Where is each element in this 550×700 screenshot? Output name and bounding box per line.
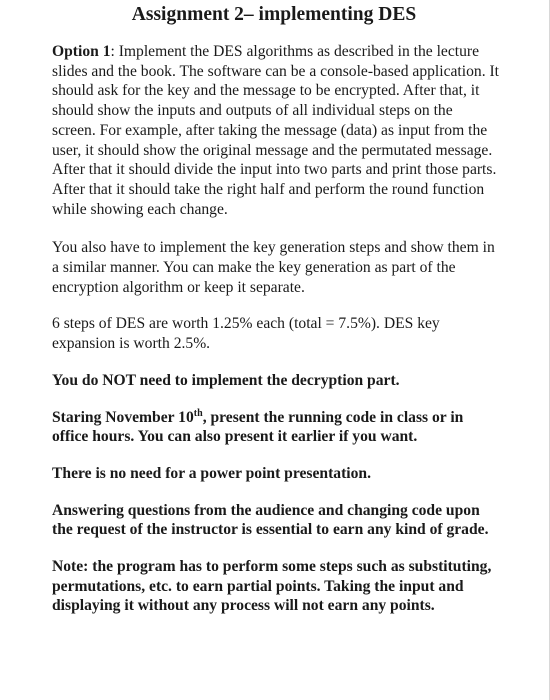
option-1-label: Option 1 [52,43,111,60]
presentation-paragraph [52,408,500,447]
option-1-text: : Implement the DES algorithms as described in the lecture slides and the book. The software can be a console-based application. It should ask for the key and the message to be encrypted. After that, it should show the inputs and outputs of all individual steps on the screen. For example, after taking the message (data) as input from the user, it should show the original message and the permutated message. After that it should divide the input into two parts and print those parts. After that it should take the right half and perform the round function while showing each change. [52,43,500,218]
note-paragraph: Note: the program has to perform some steps such as substituting, permutations, etc. to earn partial points. Taking the input and displaying it without any process will not earn any points. [52,558,492,615]
questions-paragraph: Answering questions from the audience and changing code upon the request of the instructor is essential to earn any kind of grade. [52,501,489,539]
presentation-prefix: Staring November 10 [52,408,194,426]
no-powerpoint-paragraph: There is no need for a power point presentation. [52,464,371,482]
document-title: Assignment 2– implementing DES [131,4,417,25]
presentation-suffix: , present the running code in class or in office hours. You can also present it earlier if you want. [52,408,464,446]
option-1-paragraph [52,42,500,219]
grading-paragraph: 6 steps of DES are worth 1.25% each (total = 7.5%). DES key expansion is worth 2.5%. [52,315,440,353]
key-generation-paragraph: You also have to implement the key generation steps and show them in a similar manner. You can make the key generation as part of the encryption algorithm or keep it separate. [52,239,495,296]
no-decryption-paragraph: You do NOT need to implement the decryption part. [52,371,400,389]
presentation-ordinal-suffix: th [193,407,203,419]
document-body [52,42,500,616]
